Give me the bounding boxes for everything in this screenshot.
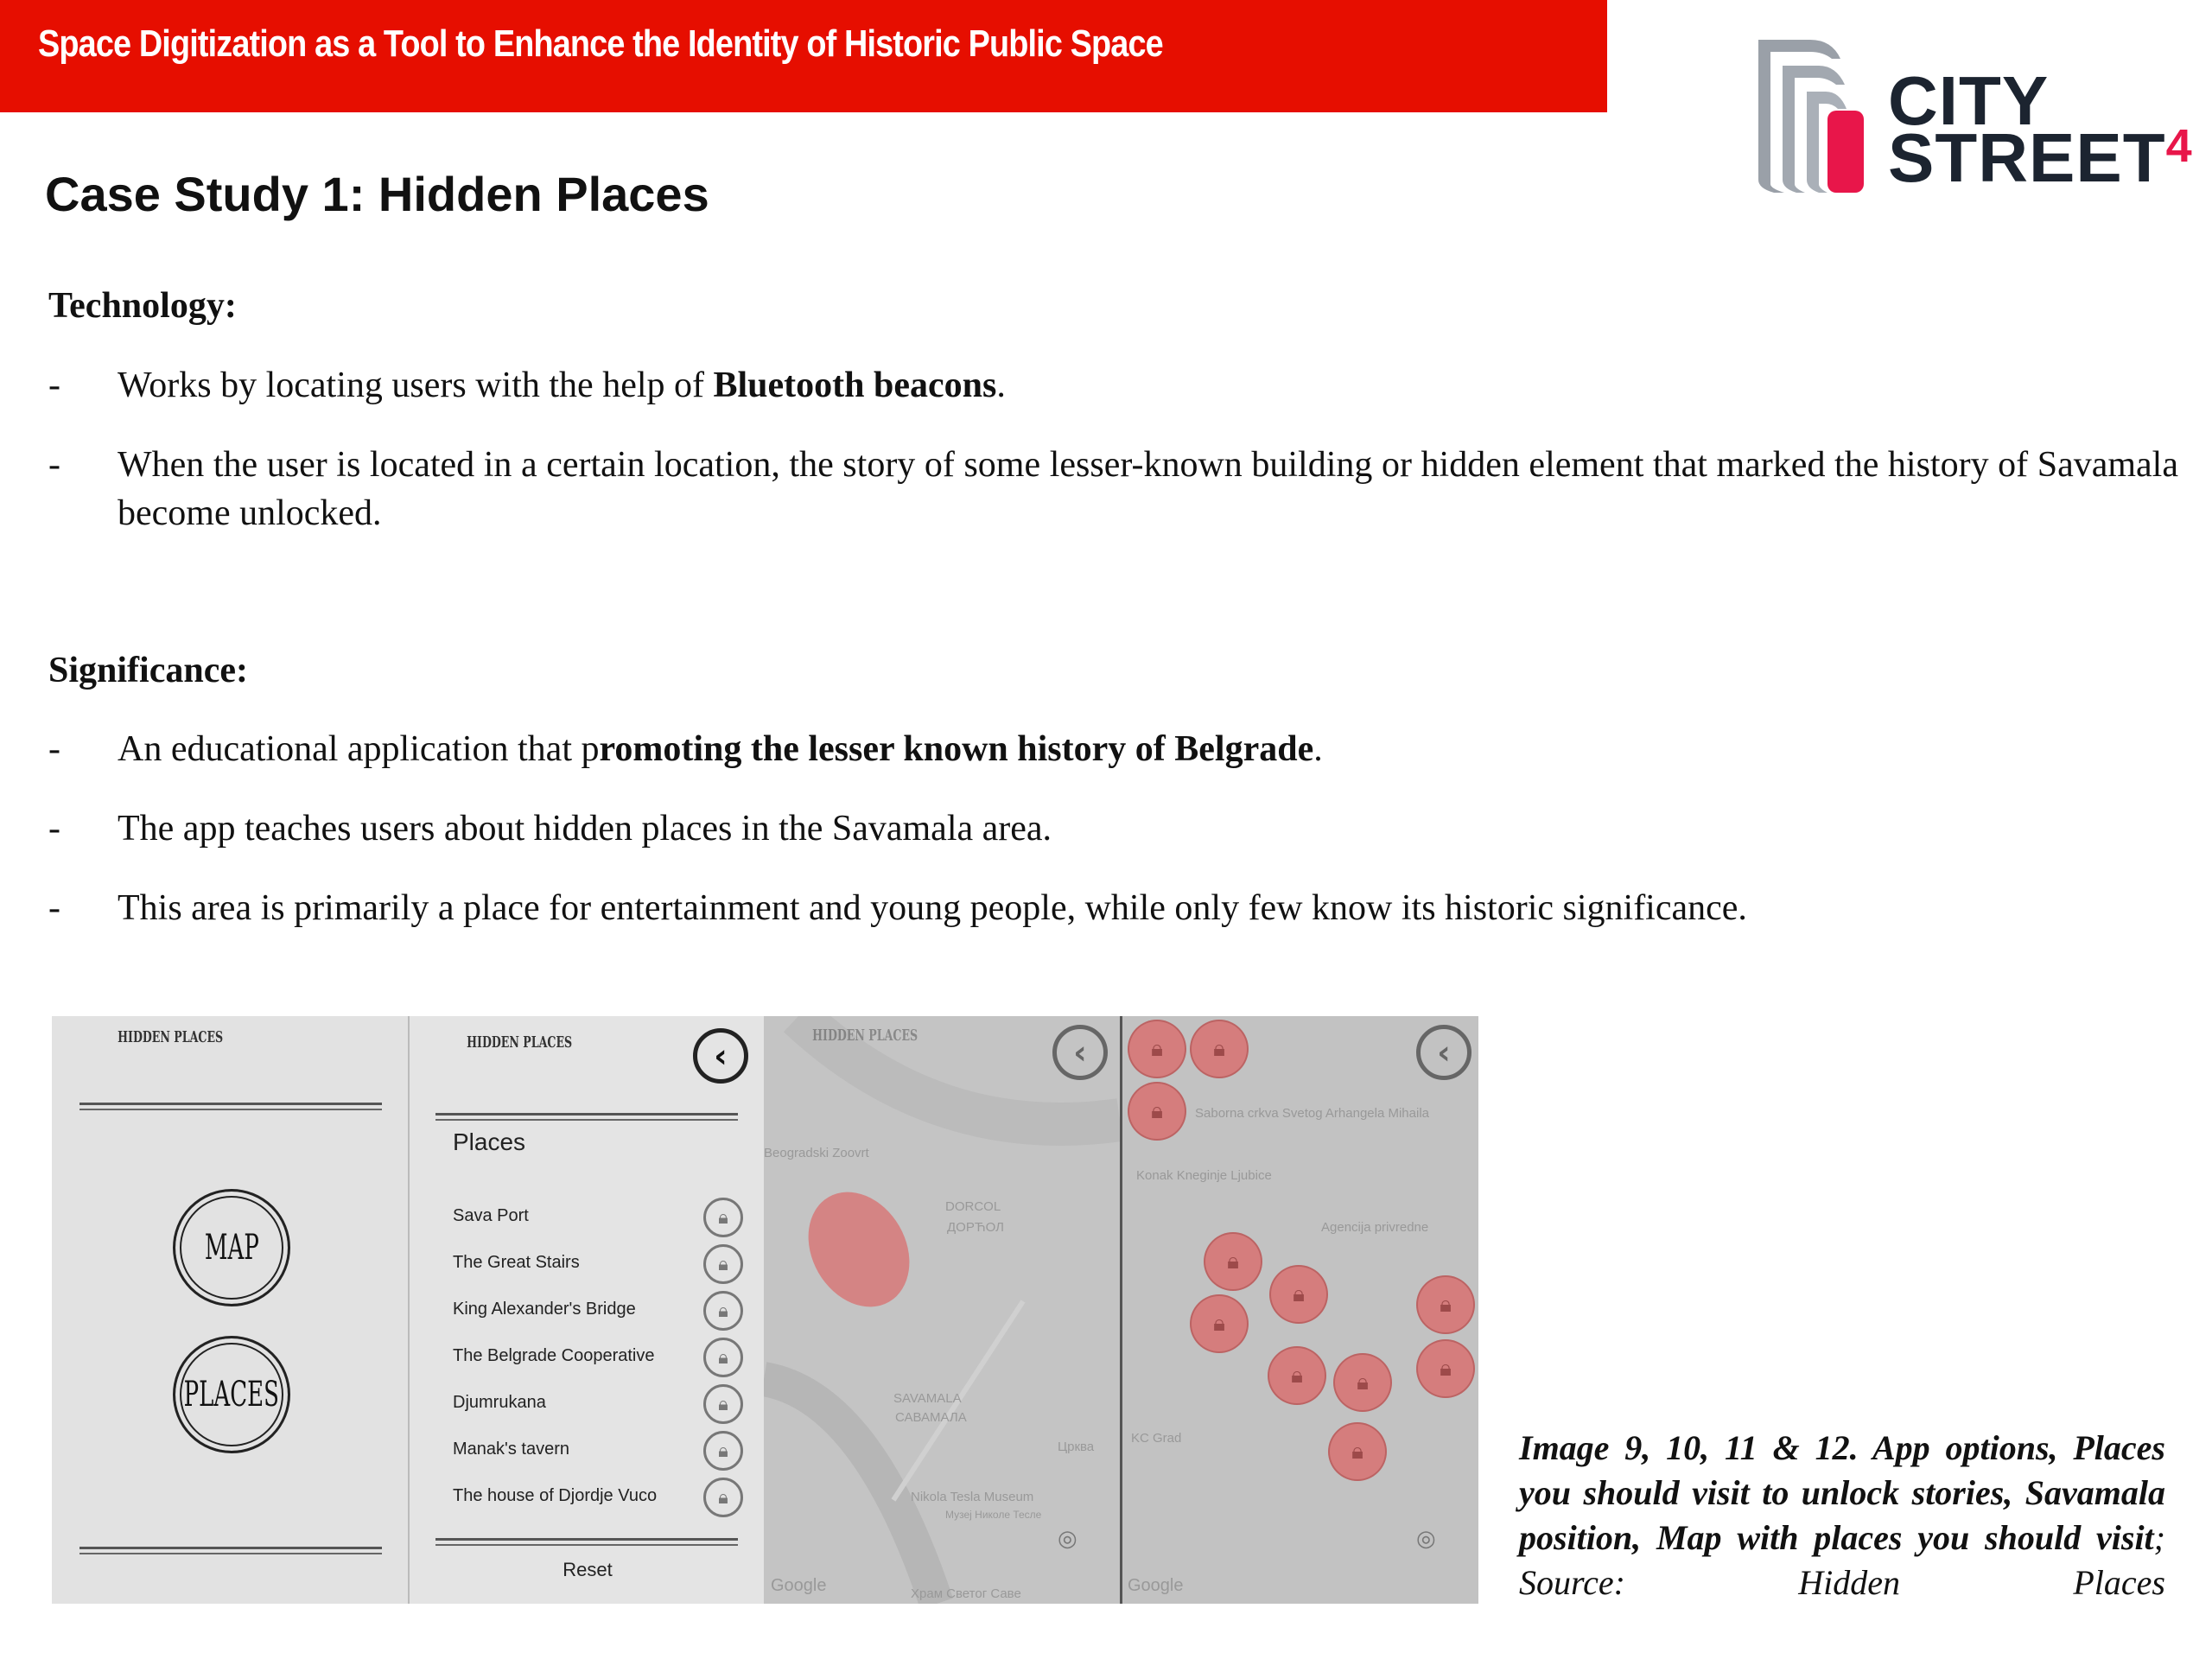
places-screen: HIDDEN PLACES ‹ Places Sava Port 🔒︎ The Great Stairs 🔒︎ King Alexander's Bridge 🔒︎ The Belgrade Cooperative 🔒︎ Djumrukana 🔒︎ Manak's tavern 🔒︎ The house of Djordje Vuco 🔒︎ Reset — [408, 1016, 766, 1604]
google-watermark: Google — [771, 1576, 827, 1595]
divider — [435, 1538, 738, 1546]
my-location-icon[interactable]: ◎ — [1058, 1526, 1077, 1551]
chevron-left-icon: ‹ — [1437, 1033, 1451, 1071]
technology-bullet-1: Works by locating users with the help of Bluetooth beacons. — [118, 365, 1006, 405]
map-label: Konak Kneginje Ljubice — [1136, 1168, 1272, 1183]
hidden-places-logo: HIDDEN PLACES — [467, 1033, 573, 1052]
map-label: KC Grad — [1131, 1431, 1182, 1446]
city-street-logo — [1750, 33, 2193, 197]
divider — [435, 1113, 738, 1121]
significance-bullet-2: The app teaches users about hidden places in the Savamala area. — [118, 809, 1052, 849]
place-marker[interactable]: 🔒︎ — [1128, 1020, 1186, 1078]
map-label: ДОРЋОЛ — [947, 1220, 1004, 1235]
bullet-dash: - — [48, 888, 60, 928]
chevron-left-icon: ‹ — [1073, 1033, 1087, 1071]
map-label: Agencija privredne — [1321, 1220, 1429, 1235]
significance-heading: Significance: — [48, 651, 248, 690]
hidden-places-logo: HIDDEN PLACES — [118, 1028, 224, 1046]
divider — [79, 1547, 382, 1554]
places-heading: Places — [453, 1128, 526, 1155]
bullet-dash: - — [48, 729, 60, 769]
technology-bullet-2: When the user is located in a certain location, the story of some lesser-known building or hidden element that marked the history of Savamala become unlocked. — [118, 445, 2178, 533]
lock-icon: 🔒︎ — [703, 1198, 743, 1237]
logo-text — [1888, 62, 2193, 196]
back-button[interactable] — [1416, 1025, 1471, 1080]
bullet-dash: - — [48, 809, 60, 849]
place-marker[interactable]: 🔒︎ — [1416, 1275, 1475, 1334]
place-marker[interactable]: 🔒︎ — [1190, 1020, 1249, 1078]
map-button[interactable]: MAP — [173, 1189, 290, 1306]
lock-icon: 🔒︎ — [703, 1478, 743, 1517]
home-screen — [52, 1016, 408, 1604]
logo-superscript: 4 — [2165, 120, 2193, 172]
lock-icon: 🔒︎ — [703, 1431, 743, 1471]
lock-icon: 🔒︎ — [703, 1384, 743, 1424]
logo-mark-icon — [1750, 33, 1879, 197]
bullet-dash: - — [48, 445, 60, 485]
map-roads — [764, 1016, 1120, 1604]
reset-button[interactable]: Reset — [563, 1559, 613, 1580]
divider — [79, 1103, 382, 1110]
place-marker[interactable]: 🔒︎ — [1204, 1232, 1262, 1291]
map-label: Beogradski Zoovrt — [764, 1146, 869, 1160]
page-title: Case Study 1: Hidden Places — [45, 167, 709, 221]
header-bar — [0, 0, 1607, 112]
map-places-screen[interactable] — [1120, 1016, 1478, 1604]
place-marker[interactable]: 🔒︎ — [1333, 1353, 1392, 1412]
place-marker[interactable]: 🔒︎ — [1328, 1422, 1387, 1481]
logo-line1: CITY — [1888, 62, 2050, 139]
map-label: SAVAMALA — [893, 1391, 962, 1406]
hidden-places-logo: HIDDEN PLACES — [812, 1027, 918, 1045]
my-location-icon[interactable]: ◎ — [1416, 1526, 1436, 1551]
place-marker[interactable]: 🔒︎ — [1128, 1082, 1186, 1141]
google-watermark: Google — [1128, 1576, 1184, 1595]
lock-icon: 🔒︎ — [703, 1291, 743, 1331]
place-marker[interactable]: 🔒︎ — [1268, 1346, 1326, 1405]
places-button[interactable]: PLACES — [173, 1336, 290, 1453]
map-label: Saborna crkva Svetog Arhangela Mihaila — [1195, 1106, 1429, 1121]
map-label: Храм Светог Саве — [911, 1586, 1021, 1601]
map-label: DORCOL — [945, 1199, 1001, 1214]
map-savamala-screen[interactable] — [764, 1016, 1120, 1604]
map-label: Црква — [1058, 1440, 1095, 1454]
significance-bullet-1: An educational application that promoting the lesser known history of Belgrade. — [118, 729, 1323, 769]
back-button[interactable] — [1052, 1025, 1108, 1080]
technology-heading: Technology: — [48, 286, 237, 326]
lock-icon: 🔒︎ — [703, 1338, 743, 1377]
significance-bullet-3: This area is primarily a place for entertainment and young people, while only few know its historic significance. — [118, 888, 1747, 928]
figure-caption: Image 9, 10, 11 & 12. App options, Places you should visit to unlock stories, Savamala position, Map with places you should visit; Source: Hidden Places — [1519, 1428, 2165, 1602]
logo-line2: STREET — [1888, 119, 2166, 196]
place-marker[interactable]: 🔒︎ — [1269, 1265, 1328, 1324]
place-marker[interactable]: 🔒︎ — [1190, 1294, 1249, 1353]
map-label: Nikola Tesla Museum — [911, 1490, 1034, 1504]
header-title: Space Digitization as a Tool to Enhance the Identity of Historic Public Space — [38, 22, 1163, 65]
place-marker[interactable]: 🔒︎ — [1416, 1339, 1475, 1398]
lock-icon: 🔒︎ — [703, 1244, 743, 1284]
map-label: Музеј Николе Тесле — [945, 1509, 1042, 1521]
chevron-left-icon: ‹ — [714, 1037, 728, 1075]
map-label: САВАМАЛА — [895, 1410, 967, 1425]
app-screenshots — [52, 1016, 1476, 1604]
back-button[interactable] — [693, 1028, 748, 1084]
bullet-dash: - — [48, 365, 60, 405]
